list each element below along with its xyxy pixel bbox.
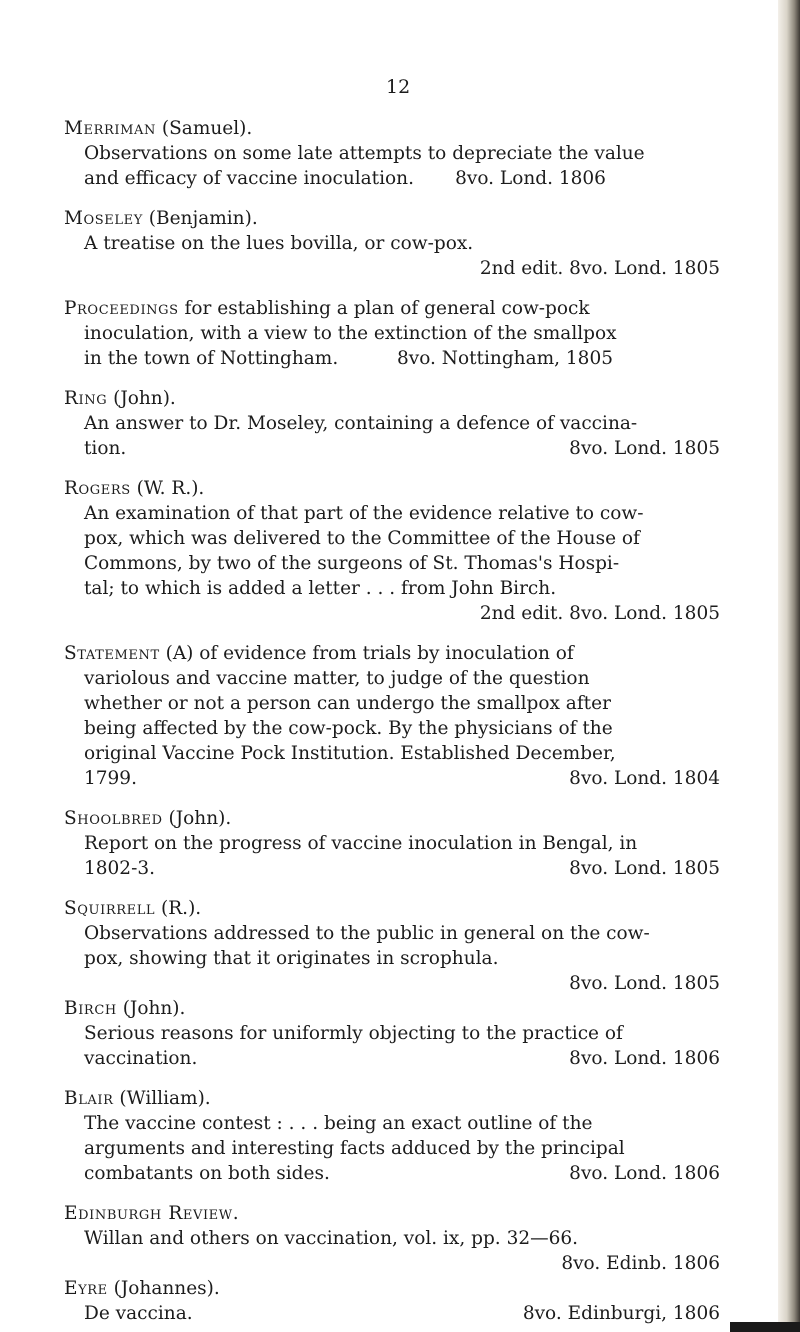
bibliography-entry bbox=[64, 476, 724, 626]
entry-author-rest: . bbox=[232, 1203, 239, 1224]
entry-heading bbox=[64, 206, 724, 231]
entry-heading bbox=[64, 896, 724, 921]
entry-imprint: 8vo. Lond. 1806 bbox=[569, 1163, 720, 1184]
bibliography-entry bbox=[64, 641, 724, 791]
entry-line: Willan and others on vaccination, vol. ix, pp. 32—66. bbox=[84, 1228, 579, 1249]
entry-line: whether or not a person can undergo the smallpox after bbox=[84, 693, 611, 714]
entry-last-line bbox=[84, 766, 724, 791]
entry-author: Proceedings bbox=[64, 298, 179, 319]
entry-author-rest: (Benjamin). bbox=[142, 208, 258, 229]
entry-author-rest: (Samuel). bbox=[156, 118, 253, 139]
entry-description bbox=[64, 231, 724, 281]
entry-line: in the town of Nottingham. 8vo. Nottingham, 1805 bbox=[84, 348, 613, 369]
entry-line: Observations addressed to the public in general on the cow- bbox=[84, 923, 650, 944]
entry-line: inoculation, with a view to the extinction of the smallpox bbox=[84, 323, 617, 344]
entry-description bbox=[64, 831, 724, 881]
entry-author: Squirrell bbox=[64, 898, 156, 919]
entry-line: An examination of that part of the evidence relative to cow- bbox=[84, 503, 644, 524]
entry-line: pox, showing that it originates in scrophula. bbox=[84, 948, 499, 969]
entry-author: Merriman bbox=[64, 118, 157, 139]
entry-author-rest: (R.). bbox=[155, 898, 202, 919]
entry-line: arguments and interesting facts adduced by the principal bbox=[84, 1138, 625, 1159]
entry-imprint: 8vo. Edinburgi, 1806 bbox=[522, 1303, 720, 1324]
entry-imprint: 8vo. Lond. 1804 bbox=[569, 768, 720, 789]
bibliography-entry bbox=[64, 206, 724, 281]
entry-description bbox=[64, 141, 724, 191]
page-number: 12 bbox=[386, 76, 411, 98]
entry-description bbox=[64, 921, 724, 996]
entry-last-line bbox=[84, 1046, 724, 1071]
entry-description bbox=[64, 666, 724, 791]
entry-line: being affected by the cow-pock. By the physicians of the bbox=[84, 718, 613, 739]
bibliography-entry bbox=[64, 296, 724, 371]
entry-author-rest: (John). bbox=[107, 388, 176, 409]
entry-description bbox=[64, 321, 724, 371]
entry-author: Ring bbox=[64, 388, 108, 409]
entry-last-text: De vaccina. bbox=[84, 1303, 193, 1324]
entry-imprint: 8vo. Lond. 1805 bbox=[569, 858, 720, 879]
entry-line: Observations on some late attempts to depreciate the value bbox=[84, 143, 645, 164]
entry-author: Moseley bbox=[64, 208, 143, 229]
entry-heading bbox=[64, 1086, 724, 1111]
entry-author-rest: (Johannes). bbox=[107, 1278, 220, 1299]
entry-heading bbox=[64, 996, 724, 1021]
entry-author-rest: (A) of evidence from trials by inoculation of bbox=[159, 643, 574, 664]
entry-heading bbox=[64, 1276, 724, 1301]
bibliography-entry bbox=[64, 896, 724, 996]
entry-imprint: 8vo. Edinb. 1806 bbox=[561, 1253, 720, 1274]
entry-author: Statement bbox=[64, 643, 160, 664]
entry-last-line bbox=[84, 856, 724, 881]
bibliography-entry bbox=[64, 1276, 724, 1326]
bibliography-entry bbox=[64, 386, 724, 461]
entry-description bbox=[64, 1301, 724, 1326]
entry-description bbox=[64, 411, 724, 461]
entry-heading bbox=[64, 116, 724, 141]
entry-line: An answer to Dr. Moseley, containing a defence of vaccina- bbox=[84, 413, 638, 434]
entry-line: and efficacy of vaccine inoculation. 8vo. Lond. 1806 bbox=[84, 168, 606, 189]
entry-author-rest: (John). bbox=[116, 998, 186, 1019]
entry-imprint: 2nd edit. 8vo. Lond. 1805 bbox=[479, 603, 720, 624]
entry-heading bbox=[64, 1201, 724, 1226]
entry-imprint: 8vo. Lond. 1805 bbox=[569, 438, 720, 459]
entry-heading bbox=[64, 476, 724, 501]
entry-line: The vaccine contest : . . . being an exact outline of the bbox=[84, 1113, 593, 1134]
entry-author: Eyre bbox=[64, 1278, 108, 1299]
entry-heading bbox=[64, 386, 724, 411]
entry-description bbox=[64, 1111, 724, 1186]
entry-description bbox=[64, 1021, 724, 1071]
entry-last-text: 1802-3. bbox=[84, 858, 155, 879]
entry-author: Birch bbox=[64, 998, 117, 1019]
entry-author-rest: for establishing a plan of general cow-pock bbox=[178, 298, 590, 319]
entry-author-rest: (William). bbox=[113, 1088, 211, 1109]
entry-author: Rogers bbox=[64, 478, 131, 499]
entry-imprint: 8vo. Lond. 1805 bbox=[569, 973, 720, 994]
entry-author-rest: (W. R.). bbox=[130, 478, 205, 499]
page-edge-corner bbox=[730, 1322, 800, 1332]
entry-line: Commons, by two of the surgeons of St. Thomas's Hospi- bbox=[84, 553, 620, 574]
entry-last-text: combatants on both sides. bbox=[84, 1163, 330, 1184]
entry-line: original Vaccine Pock Institution. Established December, bbox=[84, 743, 616, 764]
entry-author-rest: (John). bbox=[162, 808, 232, 829]
entry-imprint: 2nd edit. 8vo. Lond. 1805 bbox=[479, 258, 720, 279]
bibliography-entry bbox=[64, 996, 724, 1071]
entry-last-text: tion. bbox=[84, 438, 127, 459]
entry-line: variolous and vaccine matter, to judge of the question bbox=[84, 668, 590, 689]
entry-last-text: vaccination. bbox=[84, 1048, 198, 1069]
entry-description bbox=[64, 1226, 724, 1276]
bibliography-entries bbox=[64, 116, 724, 1332]
entry-last-text: 1799. bbox=[84, 768, 137, 789]
entry-last-line bbox=[84, 1161, 724, 1186]
entry-line: tal; to which is added a letter . . . from John Birch. bbox=[84, 578, 557, 599]
entry-heading bbox=[64, 296, 724, 321]
entry-line: pox, which was delivered to the Committee of the House of bbox=[84, 528, 640, 549]
entry-author: Edinburgh Review bbox=[64, 1203, 233, 1224]
bibliography-entry bbox=[64, 806, 724, 881]
entry-last-line bbox=[84, 436, 724, 461]
entry-author: Shoolbred bbox=[64, 808, 163, 829]
entry-heading bbox=[64, 806, 724, 831]
bibliography-entry bbox=[64, 116, 724, 191]
entry-line: Serious reasons for uniformly objecting to the practice of bbox=[84, 1023, 623, 1044]
entry-line: A treatise on the lues bovilla, or cow-pox. bbox=[84, 233, 474, 254]
entry-line: Report on the progress of vaccine inoculation in Bengal, in bbox=[84, 833, 638, 854]
entry-heading bbox=[64, 641, 724, 666]
entry-imprint: 8vo. Lond. 1806 bbox=[569, 1048, 720, 1069]
entry-description bbox=[64, 501, 724, 626]
bibliography-entry bbox=[64, 1201, 724, 1276]
bibliography-entry bbox=[64, 1086, 724, 1186]
entry-author: Blair bbox=[64, 1088, 114, 1109]
page-edge-shadow bbox=[778, 0, 800, 1332]
entry-last-line bbox=[84, 1301, 724, 1326]
